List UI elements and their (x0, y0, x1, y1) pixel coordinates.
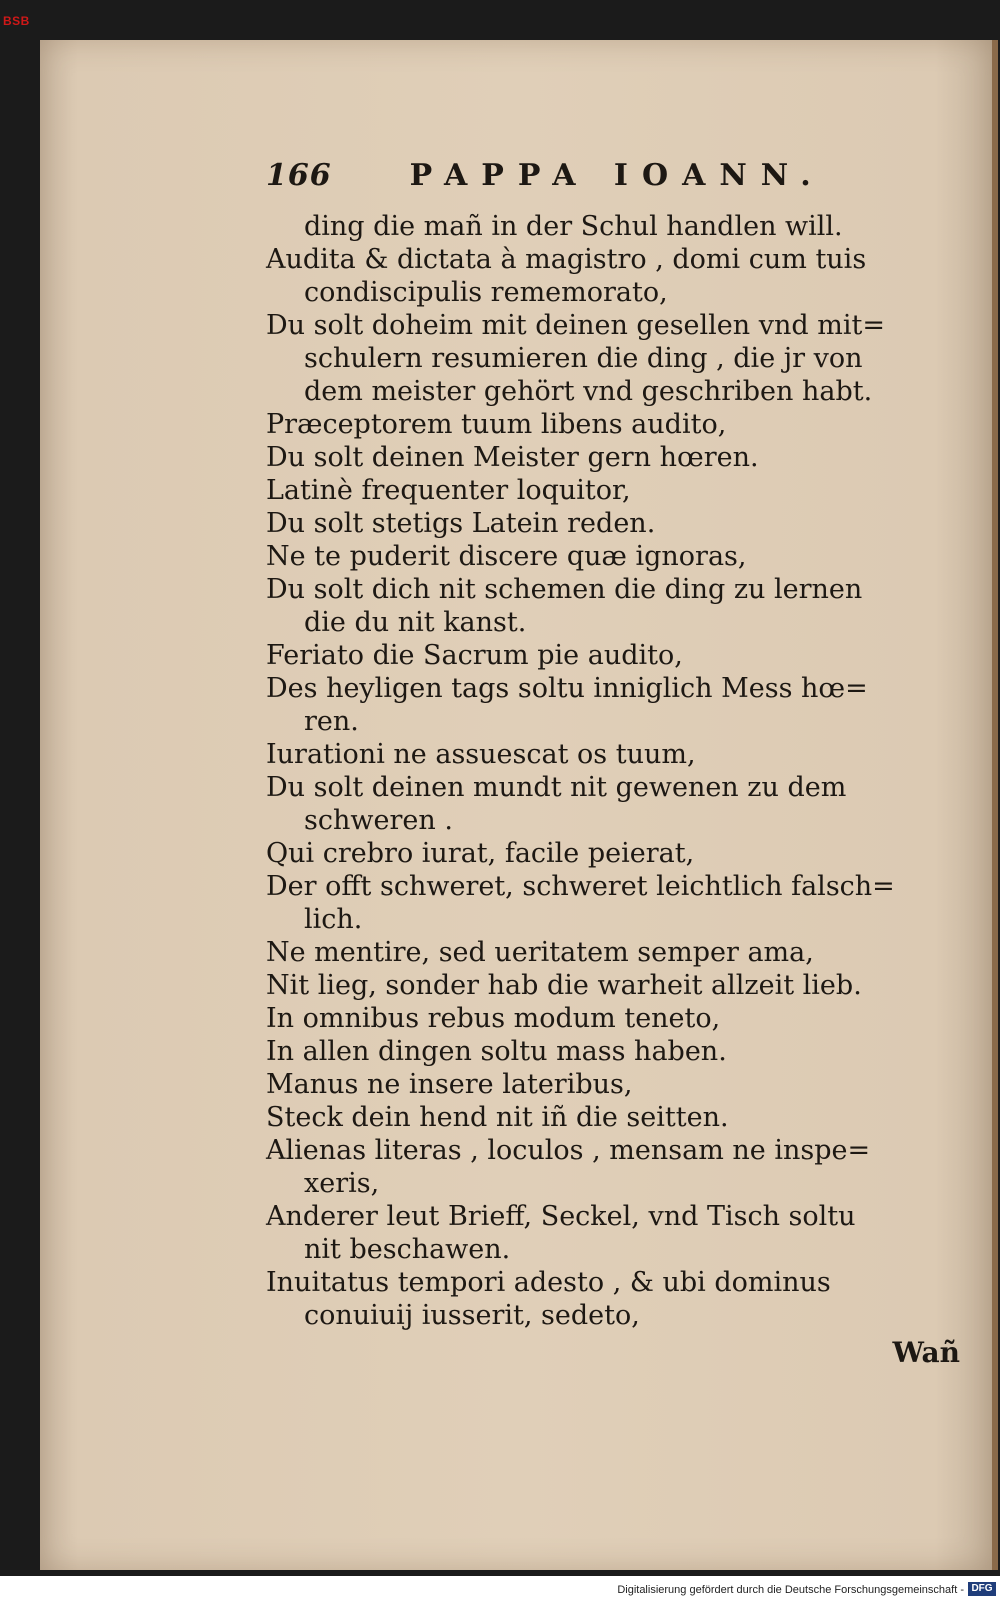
text-line: Der offt schweret, schweret leichtlich falsch= (266, 871, 895, 902)
text-line: schweren . (304, 805, 453, 836)
text-line: schulern resumieren die ding , die jr von (304, 343, 863, 374)
text-line: Feriato die Sacrum pie audito, (266, 640, 683, 671)
text-line: Manus ne insere lateribus, (266, 1069, 633, 1100)
book-page (40, 40, 998, 1570)
text-line: Des heyligen tags soltu inniglich Mess hœ= (266, 673, 868, 704)
text-line: xeris, (304, 1168, 380, 1199)
text-line: dem meister gehört vnd geschriben habt. (304, 376, 873, 407)
text-line: Nit lieg, sonder hab die warheit allzeit lieb. (266, 970, 862, 1001)
page-content (266, 158, 966, 1369)
bsb-label: BSB (3, 14, 30, 28)
text-line: Ne mentire, sed ueritatem semper ama, (266, 937, 814, 968)
page-number: 166 (266, 158, 332, 193)
text-block (266, 210, 966, 1332)
running-head (266, 158, 966, 202)
text-line: Audita & dictata à magistro , domi cum tuis (266, 244, 867, 275)
text-line: ding die mañ in der Schul handlen will. (304, 211, 843, 242)
text-line: Du solt stetigs Latein reden. (266, 508, 656, 539)
text-line: Steck dein hend nit iñ die seitten. (266, 1102, 729, 1133)
footer-credit: Digitalisierung gefördert durch die Deutsche Forschungsgemeinschaft - (617, 1584, 964, 1596)
text-line: Inuitatus tempori adesto , & ubi dominus (266, 1267, 831, 1298)
text-line: Latinè frequenter loquitor, (266, 475, 631, 506)
footer-bar (0, 1576, 1000, 1606)
text-line: Du solt dich nit schemen die ding zu lernen (266, 574, 863, 605)
text-line: Iurationi ne assuescat os tuum, (266, 739, 696, 770)
text-line: In omnibus rebus modum teneto, (266, 1003, 721, 1034)
text-line: nit beschawen. (304, 1234, 511, 1265)
text-line: Anderer leut Brieff, Seckel, vnd Tisch soltu (266, 1201, 856, 1232)
text-line: Alienas literas , loculos , mensam ne inspe= (266, 1135, 871, 1166)
text-line: Du solt doheim mit deinen gesellen vnd mit= (266, 310, 885, 341)
running-title: PAPPA IOANN. (409, 158, 825, 193)
text-line: die du nit kanst. (304, 607, 527, 638)
text-line: lich. (304, 904, 363, 935)
text-line: Præceptorem tuum libens audito, (266, 409, 727, 440)
dfg-logo: DFG (968, 1582, 996, 1596)
text-line: ren. (304, 706, 359, 737)
text-line: condiscipulis rememorato, (304, 277, 668, 308)
text-line: Qui crebro iurat, facile peierat, (266, 838, 695, 869)
text-line: Du solt deinen Meister gern hœren. (266, 442, 759, 473)
text-line: In allen dingen soltu mass haben. (266, 1036, 727, 1067)
text-line: Du solt deinen mundt nit gewenen zu dem (266, 772, 847, 803)
text-line: conuiuij iusserit, sedeto, (304, 1300, 640, 1331)
text-line: Ne te puderit discere quæ ignoras, (266, 541, 747, 572)
catchword: Wañ (892, 1336, 960, 1369)
